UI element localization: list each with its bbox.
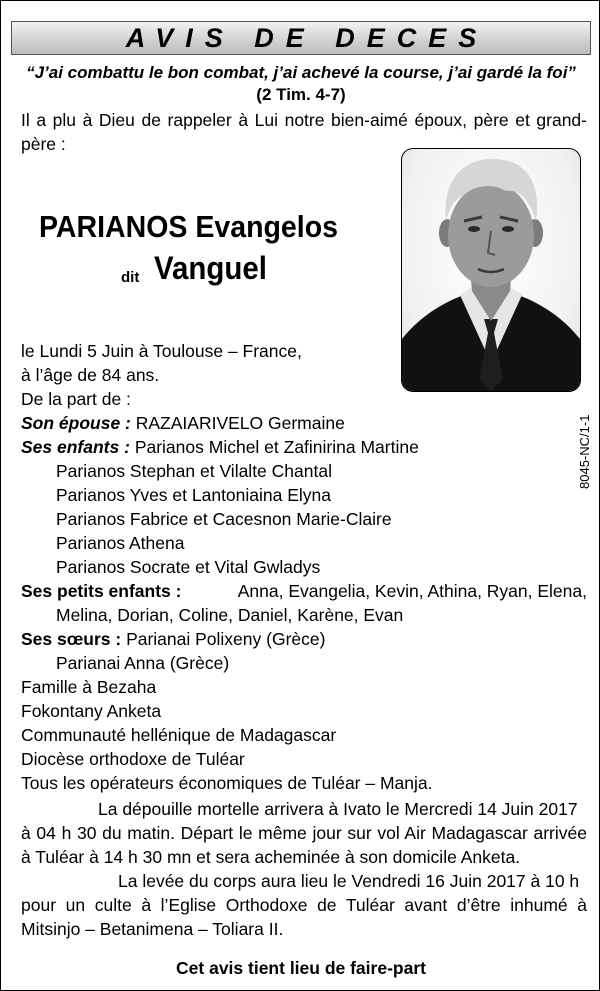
- from-label: De la part de :: [21, 389, 131, 409]
- grandchildren-line: [21, 579, 587, 603]
- death-age: à l’âge de 84 ans.: [21, 365, 160, 385]
- sisters-label: Ses sœurs :: [21, 629, 122, 649]
- ceremony-line-3: Mitsinjo – Betanimena – Toliara II.: [21, 919, 284, 939]
- spouse-label: Son épouse :: [21, 413, 131, 433]
- child-item: Parianos Fabrice et Cacesnon Marie-Claire: [56, 509, 392, 529]
- portrait-illustration: [402, 149, 580, 391]
- grandchildren-names-2: Melina, Dorian, Coline, Daniel, Karène, Evan: [56, 605, 404, 625]
- children-line: [21, 435, 419, 459]
- sister-item: Parianai Anna (Grèce): [56, 653, 230, 673]
- deceased-nickname: Vanguel: [154, 250, 267, 286]
- grandchildren-label: Ses petits enfants :: [21, 581, 182, 601]
- ceremony-line-1: La levée du corps aura lieu le Vendredi 16 Juin 2017 à 10 h: [118, 871, 580, 891]
- deceased-photo: [401, 148, 581, 392]
- child-item: Parianos Socrate et Vital Gwladys: [56, 557, 321, 577]
- spouse-line: [21, 411, 345, 435]
- child-item: Parianos Athena: [56, 533, 185, 553]
- child-item: Parianos Stephan et Vilalte Chantal: [56, 461, 332, 481]
- child-item: Parianos Michel et Zafinirina Martine: [134, 437, 419, 457]
- other-item: Fokontany Anketa: [21, 701, 162, 721]
- arrival-line-2: à 04 h 30 du matin. Départ le même jour sur vol Air Madagascar arrivée: [21, 823, 587, 843]
- grandchildren-names-1: Anna, Evangelia, Kevin, Athina, Ryan, Elena,: [237, 581, 587, 601]
- dit-label: dit: [121, 269, 140, 286]
- intro-line-2: père :: [21, 134, 66, 154]
- death-date-place: le Lundi 5 Juin à Toulouse – France,: [21, 341, 302, 361]
- photo-reference-code: 8045-NC/1-1: [577, 414, 592, 489]
- spouse-name: RAZAIARIVELO Germaine: [135, 413, 345, 433]
- intro-line-1: Il a plu à Dieu de rappeler à Lui notre bien-aimé époux, père et grand-: [21, 110, 587, 130]
- other-item: Famille à Bezaha: [21, 677, 157, 697]
- other-item: Communauté hellénique de Madagascar: [21, 725, 337, 745]
- other-item: Diocèse orthodoxe de Tuléar: [21, 749, 245, 769]
- children-label: Ses enfants :: [21, 437, 130, 457]
- footer-note: Cet avis tient lieu de faire-part: [176, 958, 426, 978]
- arrival-line-3: à Tuléar à 14 h 30 mn et sera acheminée à son domicile Anketa.: [21, 847, 521, 867]
- sister-item: Parianai Polixeny (Grèce): [126, 629, 326, 649]
- notice-title: AVIS DE DECES: [125, 23, 489, 53]
- other-item: Tous les opérateurs économiques de Tuléar – Manja.: [21, 773, 433, 793]
- child-item: Parianos Yves et Lantoniaina Elyna: [56, 485, 332, 505]
- bible-quote: “J’ai combattu le bon combat, j’ai achevé la course, j’ai gardé la foi”: [26, 63, 576, 82]
- sisters-line: [21, 627, 325, 651]
- ceremony-line-2: pour un culte à l’Eglise Orthodoxe de Tuléar avant d’être inhumé à: [21, 895, 587, 915]
- arrival-line-1: La dépouille mortelle arrivera à Ivato le Mercredi 14 Juin 2017: [98, 799, 578, 819]
- deceased-name: PARIANOS Evangelos: [39, 209, 339, 244]
- bible-reference: (2 Tim. 4-7): [256, 85, 346, 104]
- notice-banner: [11, 21, 591, 55]
